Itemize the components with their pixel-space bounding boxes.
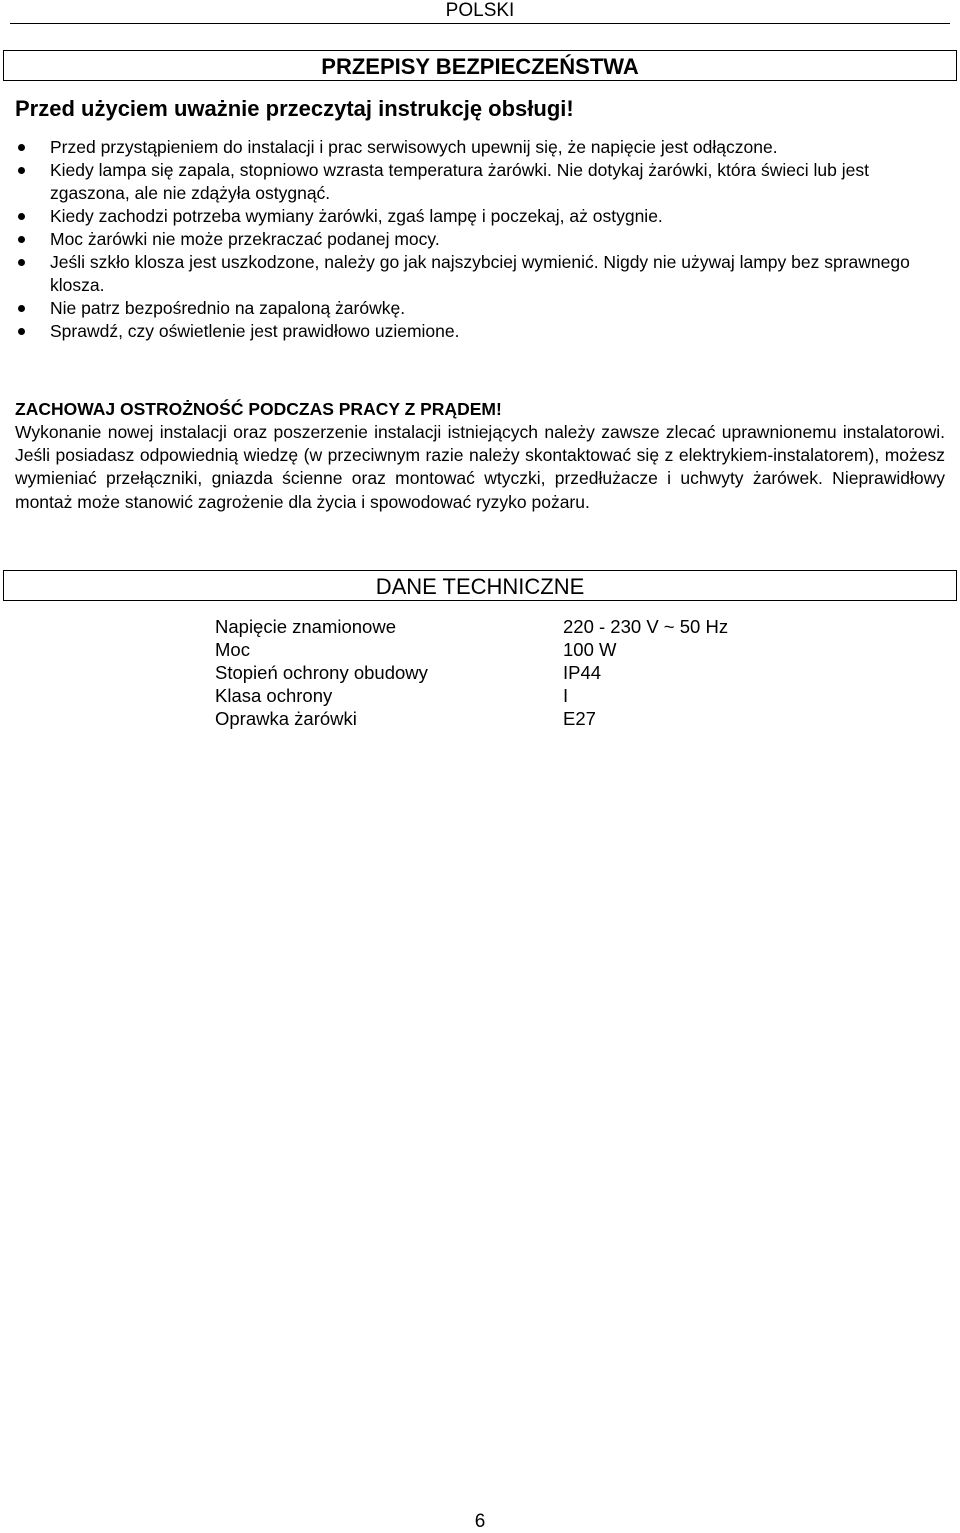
spec-value: 100 W (563, 639, 617, 660)
safety-rule-item (0, 251, 960, 297)
bullet-icon (18, 167, 25, 174)
safety-rules-list (0, 136, 960, 343)
spec-label: Moc (215, 639, 250, 660)
safety-rule-text: Przed przystąpieniem do instalacji i prac serwisowych upewnij się, że napięcie jest odłączone. (50, 137, 778, 157)
spec-label: Oprawka żarówki (215, 708, 357, 729)
safety-rule-text: Moc żarówki nie może przekraczać podanej mocy. (50, 229, 440, 249)
safety-rule-item (0, 136, 960, 159)
bullet-icon (18, 236, 25, 243)
spec-label: Klasa ochrony (215, 685, 333, 706)
spec-value: E27 (563, 708, 596, 729)
spec-row (215, 684, 728, 707)
bullet-icon (18, 305, 25, 312)
spec-value: I (563, 685, 569, 706)
spec-row (215, 707, 728, 730)
technical-section-title (3, 570, 957, 601)
spec-value: IP44 (563, 662, 602, 683)
header-language: POLSKI (445, 0, 515, 21)
safety-rule-item (0, 228, 960, 251)
spec-label: Stopień ochrony obudowy (215, 662, 428, 683)
bullet-icon (18, 144, 25, 151)
spec-row (215, 661, 728, 684)
bullet-icon (18, 213, 25, 220)
safety-rule-text: Kiedy zachodzi potrzeba wymiany żarówki, zgaś lampę i poczekaj, aż ostygnie. (50, 206, 663, 226)
safety-rule-item (0, 205, 960, 228)
electricity-caution-body: Wykonanie nowej instalacji oraz poszerzenie instalacji istniejących należy zawsze zlecać uprawnionemu instalatorowi. Jeśli posiadasz odpowiednią wiedzę (w przeciwnym razie należy skontaktować się z elektrykiem-instalatorem), możesz wymieniać przełączniki, gniazda ścienne oraz montować wtyczki, przedłużacze i uchwyty żarówek. Nieprawidłowy montaż może stanowić zagrożenie dla życia i spowodować ryzyko pożaru. (15, 422, 945, 512)
electricity-caution-title: ZACHOWAJ OSTROŻNOŚĆ PODCZAS PRACY Z PRĄDEM! (15, 399, 502, 419)
read-instructions-warning: Przed użyciem uważnie przeczytaj instrukcję obsługi! (15, 96, 574, 121)
safety-rule-text: Jeśli szkło klosza jest uszkodzone, należy go jak najszybciej wymienić. Nigdy nie używaj lampy bez sprawnego klosza. (50, 252, 910, 295)
spec-row (215, 615, 728, 638)
technical-title-text: DANE TECHNICZNE (375, 574, 585, 599)
spec-row (215, 638, 728, 661)
spec-value: 220 - 230 V ~ 50 Hz (563, 616, 729, 637)
safety-rule-text: Sprawdź, czy oświetlenie jest prawidłowo uziemione. (50, 321, 460, 341)
safety-title-text: PRZEPISY BEZPIECZEŃSTWA (321, 54, 639, 79)
spec-label: Napięcie znamionowe (215, 616, 396, 637)
safety-rule-item (0, 297, 960, 320)
safety-rule-item (0, 320, 960, 343)
safety-rule-text: Nie patrz bezpośrednio na zapaloną żarówkę. (50, 298, 406, 318)
bullet-icon (18, 328, 25, 335)
safety-rule-text: Kiedy lampa się zapala, stopniowo wzrasta temperatura żarówki. Nie dotykaj żarówki, która świeci lub jest zgaszona, ale nie zdążyła ostygnąć. (50, 160, 869, 203)
technical-specs-table (215, 615, 728, 730)
page-number: 6 (474, 1511, 486, 1532)
bullet-icon (18, 259, 25, 266)
safety-rule-item (0, 159, 960, 205)
safety-section-title (3, 50, 957, 81)
header-divider (10, 23, 950, 24)
